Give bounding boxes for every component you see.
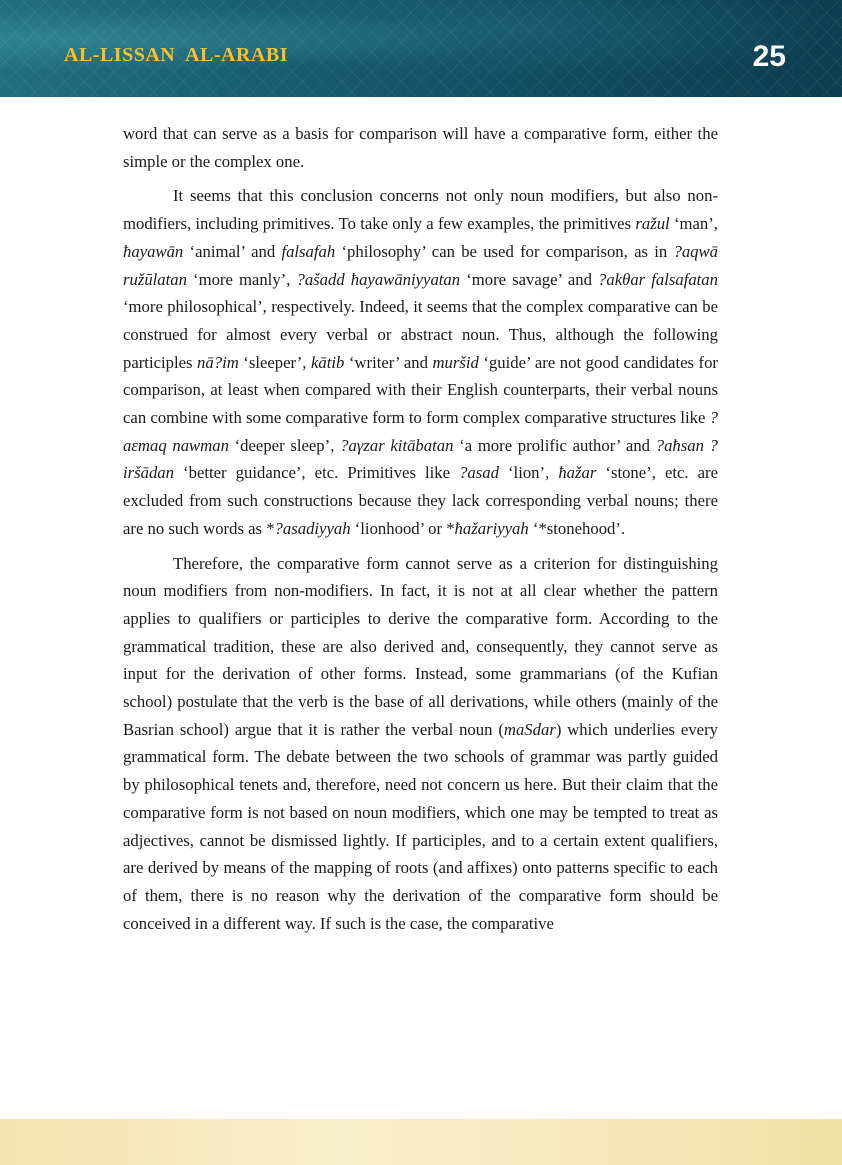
italic-term: kātib [311, 352, 345, 372]
footer-band [0, 1119, 842, 1165]
paragraph [123, 550, 718, 938]
italic-term: ħažariyyah [454, 518, 529, 538]
text-run: ‘sleeper’, [238, 352, 312, 372]
text-run: Therefore, the comparative form cannot serve as a criterion for distinguishing noun modifiers from non-modifiers. In fact, it is not at all clear whether the pattern applies to qualifiers or participles to derive the comparative form. According to the grammatical tradition, these are also derived and, consequently, they cannot serve as input for the derivation of other forms. Instead, some grammarians (of the Kufian school) postulate that the verb is the base of all derivations, while others (mainly of the Basrian school) argue that it is rather the verbal noun ( [123, 553, 718, 739]
paragraph [123, 120, 718, 175]
italic-term: ħažar [558, 463, 597, 483]
text-run: ‘more manly’, [186, 269, 297, 289]
text-run: ‘animal’ and [183, 241, 282, 261]
italic-term: ?ašadd ħayawāniyyatan [296, 269, 461, 289]
italic-term: ?asad [459, 463, 499, 483]
italic-term: ?aεmaq nawman [123, 408, 718, 455]
journal-title: AL-LISSAN AL-ARABI [64, 44, 288, 66]
text-run: ‘lion’, [498, 463, 559, 483]
italic-term: ħayawān [123, 241, 184, 261]
text-run: ‘deeper sleep’, [228, 435, 341, 455]
italic-term: ?aγzar kitābatan [340, 435, 454, 455]
text-run: ‘a more prolific author’ and [453, 435, 656, 455]
italic-term: falsafah [281, 241, 336, 261]
italic-term: ?aħsan ?iršādan [123, 435, 718, 483]
italic-term: ?akθar falsafatan [598, 269, 718, 289]
text-run: ‘*stonehood’. [528, 518, 626, 538]
italic-term: nā?im [197, 352, 239, 372]
text-run: ‘man’, [669, 214, 718, 234]
italic-term: maSdar [503, 719, 556, 739]
text-run: ‘lionhood’ or * [350, 518, 455, 538]
text-run: ) which underlies every grammatical form. The debate between the two schools of grammar was partly guided by philosophical tenets and, therefore, need not concern us here. But their claim that the comparative form is not based on noun modifiers, which one may be tempted to treat as adjectives, cannot be dismissed lightly. If participles, and to a certain extent qualifiers, are derived by means of the mapping of roots (and affixes) onto patterns specific to each of them, there is no reason why the derivation of the comparative form should be conceived in a different way. If such is the case, the comparative [123, 719, 718, 933]
page-number: 25 [752, 40, 786, 73]
text-run: word that can serve as a basis for comparison will have a comparative form, either the simple or the complex one. [123, 124, 718, 171]
body-text [123, 120, 718, 937]
italic-term: ražul [635, 214, 670, 234]
paragraph [123, 182, 718, 542]
text-run: ‘better guidance’, etc. Primitives like [174, 463, 460, 483]
italic-term: ?asadiyyah [274, 518, 351, 538]
text-run: ‘more philosophical’, respectively. Indeed, it seems that the complex comparative can be construed for almost every verbal or abstract noun. Thus, although the following participles [123, 297, 718, 372]
text-run: ‘writer’ and [344, 352, 433, 372]
page-header [0, 0, 842, 97]
text-run: ‘stone’, etc. are excluded from such constructions because they lack corresponding verbal nouns; there are no such words as * [123, 463, 718, 538]
text-run: ‘guide’ are not good candidates for comparison, at least when compared with their English counterparts, their verbal nouns can combine with some comparative form to form complex comparative structures like [123, 352, 718, 428]
text-run: ‘philosophy’ can be used for comparison, as in [335, 241, 674, 261]
text-run: It seems that this conclusion concerns not only noun modifiers, but also non-modifiers, including primitives. To take only a few examples, the primitives [123, 186, 718, 234]
italic-term: ?aqwā ružūlatan [123, 241, 718, 289]
italic-term: muršid [432, 352, 479, 372]
text-run: ‘more savage’ and [460, 269, 599, 289]
